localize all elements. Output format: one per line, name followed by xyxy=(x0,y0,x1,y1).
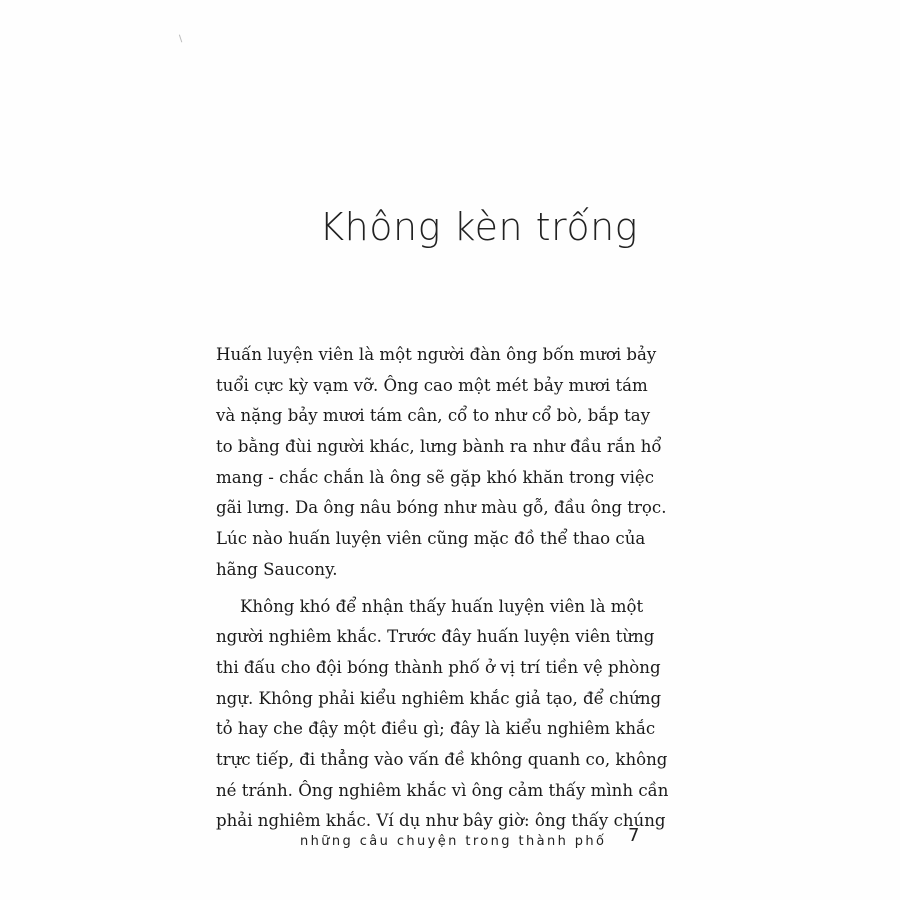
text-line: và nặng bảy mươi tám cân, cổ to như cổ bò, bắp tay xyxy=(216,406,651,426)
paragraph-1 xyxy=(216,340,667,586)
text-line: to bằng đùi người khác, lưng bành ra như đầu rắn hổ xyxy=(216,437,662,457)
text-line: né tránh. Ông nghiêm khắc vì ông cảm thấy mình cần xyxy=(216,780,669,800)
page-footer xyxy=(300,825,660,849)
text-line: phải nghiêm khắc. Ví dụ như bây giờ: ông thấy chúng xyxy=(216,811,666,831)
text-line: hãng Saucony. xyxy=(216,559,338,579)
running-title: những câu chuyện trong thành phố xyxy=(300,834,607,849)
paragraph-2 xyxy=(216,592,669,838)
body-text xyxy=(216,340,669,837)
text-line: Huấn luyện viên là một người đàn ông bốn mươi bảy xyxy=(216,345,657,364)
page-number: 7 xyxy=(628,825,640,846)
text-line: người nghiêm khắc. Trước đây huấn luyện viên từng xyxy=(216,627,655,647)
corner-mark xyxy=(179,34,185,43)
text-line: tỏ hay che đậy một điều gì; đây là kiểu nghiêm khắc xyxy=(216,719,656,739)
text-line: mang - chắc chắn là ông sẽ gặp khó khăn trong việc xyxy=(216,467,655,487)
text-line: ngự. Không phải kiểu nghiêm khắc giả tạo, để chứng xyxy=(216,688,662,708)
text-line: tuổi cực kỳ vạm vỡ. Ông cao một mét bảy mươi tám xyxy=(216,375,648,395)
text-line: Lúc nào huấn luyện viên cũng mặc đồ thể thao của xyxy=(216,529,646,549)
text-line: gãi lưng. Da ông nâu bóng như màu gỗ, đầu ông trọc. xyxy=(216,498,667,518)
chapter-title: Không kèn trống xyxy=(319,205,638,249)
text-line: thi đấu cho đội bóng thành phố ở vị trí tiền vệ phòng xyxy=(216,657,661,677)
text-line: trực tiếp, đi thẳng vào vấn đề không quanh co, không xyxy=(216,749,668,769)
text-line: Không khó để nhận thấy huấn luyện viên là một xyxy=(240,596,644,616)
